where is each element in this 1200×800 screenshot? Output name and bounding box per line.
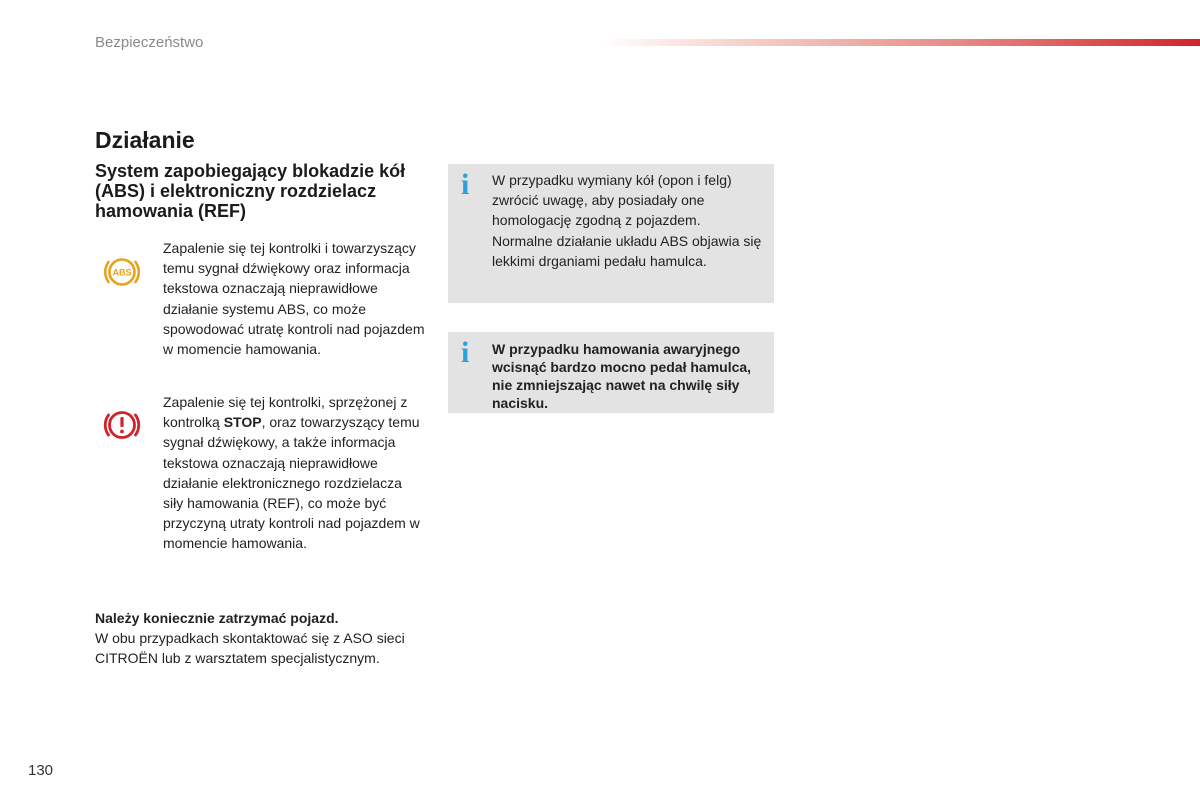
info-icon: i [461,336,470,369]
page-number: 130 [28,762,54,779]
ref-text-before: Zapalenie się tej kontrolki, sprzężonej z kontrolką [163,394,408,431]
section-subtitle: System zapobiegający blokadzie kół (ABS) i elektroniczny rozdzielacz hamowania (REF) [95,161,406,221]
ref-warning-text [163,392,425,554]
abs-warning-light-icon [102,252,142,292]
action-text: W obu przypadkach skontaktować się z ASO sieci CITROËN lub z warsztatem specjalistycznym. [95,630,405,667]
ref-warning-block [95,392,425,597]
header-gradient-bar [600,39,1200,46]
page-title: Działanie [95,127,195,153]
stop-keyword: STOP [223,414,262,431]
action-bold-text: Należy koniecznie zatrzymać pojazd. [95,610,339,626]
action-paragraph [95,608,425,669]
abs-icon-text: ABS [112,267,132,278]
section-label: Bezpieczeństwo [95,34,204,51]
brake-warning-light-icon [102,405,142,445]
info-box-emergency-braking [448,332,774,413]
abs-warning-block [95,238,425,383]
info-icon: i [461,168,470,201]
abs-warning-text: Zapalenie się tej kontrolki i towarzyszący temu sygnał dźwiękowy oraz informacja tekstowa oznaczają nieprawidłowe działanie systemu ABS, co może spowodować utratę kontroli nad pojazdem w momencie hamowania. [163,240,425,358]
info-box-emergency-text: W przypadku hamowania awaryjnego wcisnąć bardzo mocno pedał hamulca, nie zmniejszając nawet na chwilę siły nacisku. [492,341,752,411]
info-box-wheels [448,164,774,303]
ref-text-after: , oraz towarzyszący temu sygnał dźwiękowy, a także informacja tekstowa oznaczają nieprawidłowe działanie elektronicznego rozdzielacza siły hamowania (REF), co może być przyczyną utraty kontroli nad pojazdem w momencie hamowania. [163,414,420,552]
info-box-wheels-text: W przypadku wymiany kół (opon i felg) zwrócić uwagę, aby posiadały one homologację zgodną z pojazdem. Normalne działanie układu ABS objawia się lekkimi drganiami pedału hamulca. [492,172,762,269]
